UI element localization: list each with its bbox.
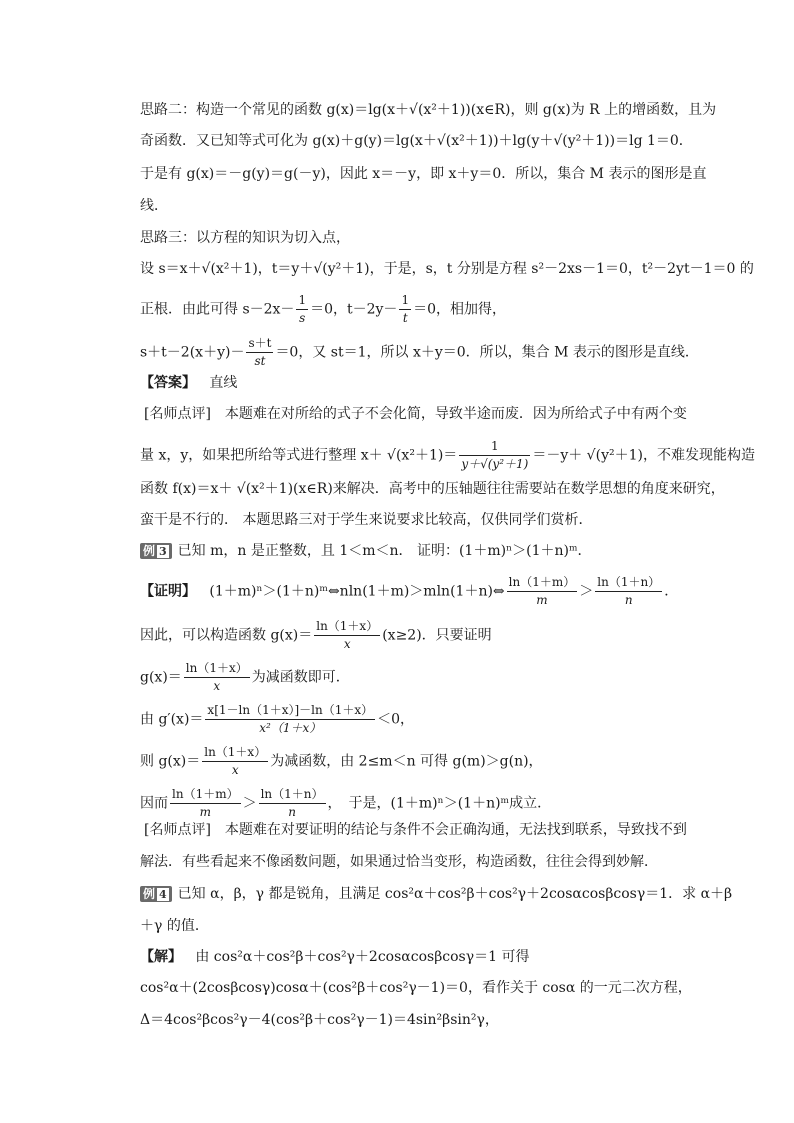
fraction: $\frac{\ln(1+x)}{x}$ <box>204 745 267 777</box>
text-line: 量 x，y，如果把所给等式进行整理 x＋ √(x²＋1)＝ $\frac{1}{\text{y＋√(y²＋1)}}$ ＝－y＋ √(y²＋1)，不难发现能构造 <box>140 439 755 471</box>
text-line: 思路三：以方程的知识为切入点， <box>140 230 350 246</box>
text-line: 因此，可以构造函数 g(x)＝ $\frac{\ln(1+x)}{x}$ (x≥2)．只要证明 <box>140 619 492 651</box>
text-line: 蛮干是不行的． 本题思路三对于学生来说要求比较高，仅供同学们赏析． <box>140 512 593 528</box>
text-line: 思路二：构造一个常见的函数 g(x)＝lg(x＋√(x²＋1))(x∈R)，则 g(x)为 R 上的增函数，且为 <box>140 102 717 118</box>
text-line: ＋γ 的值． <box>140 918 209 934</box>
text-line: 因而 $\frac{\ln(1+m)}{m}$ ＞ $\frac{\ln(1+n)}{n}$ ， 于是，(1＋m)ⁿ＞(1＋n)ᵐ成立． <box>140 787 552 819</box>
fraction: $\frac{\ln(1+m)}{m}$ <box>508 575 576 607</box>
fraction: $\frac{1}{s}$ <box>298 293 307 325</box>
example-badge: 例 4 <box>140 886 172 902</box>
fraction: $\frac{\ln(1+x)}{x}$ <box>316 619 379 651</box>
text-line: 正根．由此可得 s－2x－ $\frac{1}{s}$ ＝0，t－2y－ $\frac{1}{t}$ ＝0，相加得， <box>140 293 506 325</box>
text-line: 于是有 g(x)＝－g(y)＝g(－y)，因此 x＝－y，即 x＋y＝0．所以，集合 M 表示的图形是直 <box>140 166 707 182</box>
solution-line: 【解】 由 cos²α＋cos²β＋cos²γ＋2cosαcosβcosγ＝1 可得 <box>140 949 530 965</box>
fraction: $\frac{x[1-\ln(1+x)]-\ln(1+x)}{\text{x²（1＋x）}}$ <box>207 703 374 735</box>
text-line: s＋t－2(x＋y)－ $\frac{s+t}{st}$ ＝0，又 st＝1，所以 x＋y＝0．所以，集合 M 表示的图形是直线． <box>140 336 699 368</box>
answer-label: 【答案】 <box>140 375 196 391</box>
text-line: 设 s＝x＋√(x²＋1)，t＝y＋√(y²＋1)，于是，s，t 分别是方程 s²－2xs－1＝0，t²－2yt－1＝0 的 <box>140 261 754 277</box>
solution-label: 【解】 <box>140 949 182 965</box>
text-line: 函数 f(x)＝x＋ √(x²＋1)(x∈R)来解决．高考中的压轴题往往需要站在数学思想的角度来研究， <box>140 481 725 497</box>
fraction: $\frac{\ln(1+n)}{n}$ <box>260 787 324 819</box>
fraction: $\frac{1}{\text{y＋√(y²＋1)}}$ <box>461 439 529 471</box>
fraction: $\frac{s+t}{st}$ <box>248 336 272 368</box>
text-line: 线． <box>140 198 168 214</box>
example-badge: 例 3 <box>140 543 172 559</box>
fraction: $\frac{1}{t}$ <box>401 293 410 325</box>
fraction: $\frac{\ln(1+n)}{n}$ <box>597 575 661 607</box>
example-4-line: 例 4 已知 α，β，γ 都是锐角，且满足 cos²α＋cos²β＋cos²γ＋2cosαcosβcosγ＝1．求 α＋β <box>140 884 660 904</box>
text-line: [名师点评] 本题难在对要证明的结论与条件不会正确沟通，无法找到联系，导致找不到 <box>144 822 687 838</box>
answer-line <box>140 373 660 393</box>
proof-line: 【证明】 (1＋m)ⁿ＞(1＋n)ᵐ⇔nln(1＋m)＞mln(1＋n)⇔ $\frac{\ln(1+m)}{m}$ ＞ $\frac{\ln(1+n)}{n}$ ． <box>140 575 679 607</box>
proof-label: 【证明】 <box>140 583 196 600</box>
answer-text: 直线 <box>209 375 238 391</box>
text-line: 解法．有些看起来不像函数问题，如果通过恰当变形，构造函数，往往会得到妙解． <box>140 854 658 870</box>
text-line: cos²α＋(2cosβcosγ)cosα＋(cos²β＋cos²γ－1)＝0，看作关于 cosα 的一元二次方程， <box>140 980 692 996</box>
fraction: $\frac{\ln(1+m)}{m}$ <box>172 787 239 819</box>
text-line: Δ＝4cos²βcos²γ－4(cos²β＋cos²γ－1)＝4sin²βsin²γ， <box>140 1012 499 1028</box>
text-line: 奇函数．又已知等式可化为 g(x)＋g(y)＝lg(x＋√(x²＋1))＋lg(y＋√(y²＋1))＝lg 1＝0． <box>140 133 693 149</box>
text-line: 则 g(x)＝ $\frac{\ln(1+x)}{x}$ 为减函数，由 2≤m＜n 可得 g(m)＞g(n)， <box>140 745 543 777</box>
fraction: $\frac{\ln(1+x)}{x}$ <box>185 661 248 693</box>
text-line: g(x)＝ $\frac{\ln(1+x)}{x}$ 为减函数即可． <box>140 661 350 693</box>
text-line: [名师点评] 本题难在对所给的式子不会化简，导致半途而废．因为所给式子中有两个变 <box>144 406 687 422</box>
example-3-line: 例 3 已知 m，n 是正整数，且 1＜m＜n． 证明：(1＋m)ⁿ＞(1＋n)ᵐ． <box>140 541 660 561</box>
text-line: 由 g′(x)＝ $\frac{x[1-\ln(1+x)]-\ln(1+x)}{\text{x²（1＋x）}}$ ＜0， <box>140 703 415 735</box>
